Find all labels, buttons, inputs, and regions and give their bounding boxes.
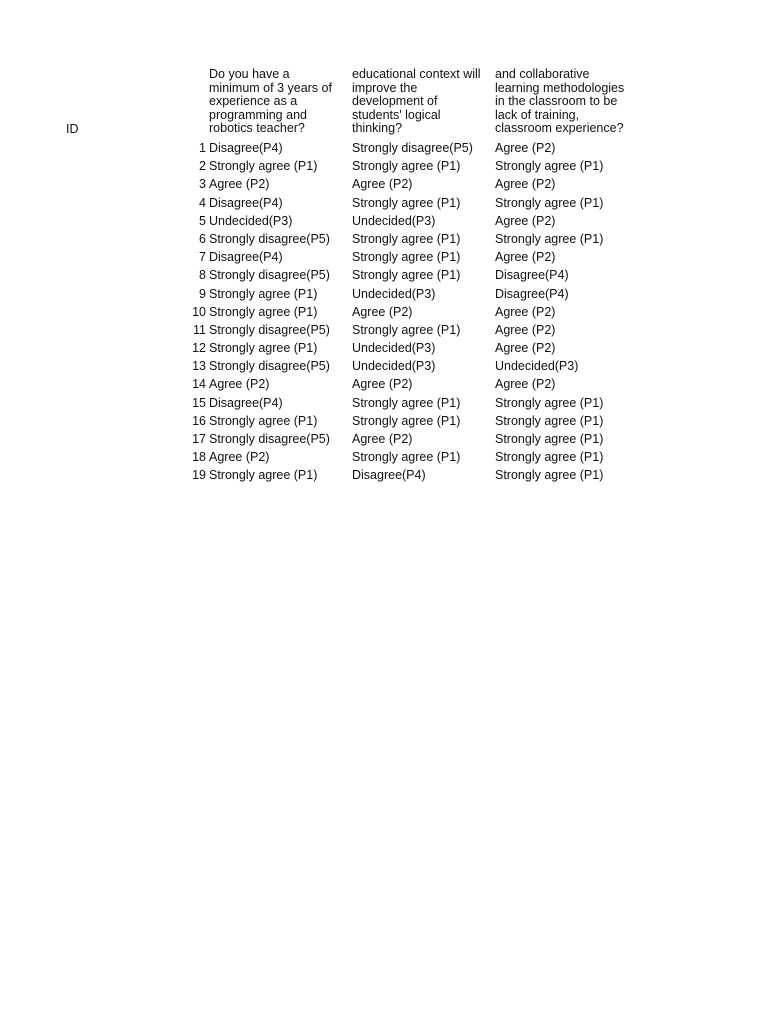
collaborative-answer-cell: Agree (P2) bbox=[495, 304, 556, 319]
logical-thinking-answer-cell: Strongly agree (P1) bbox=[352, 195, 461, 210]
collaborative-answer-cell: Strongly agree (P1) bbox=[495, 432, 604, 446]
experience-answer-cell: Strongly disagree(P5) bbox=[209, 359, 330, 374]
experience-answer-cell: Agree (P2) bbox=[209, 177, 270, 192]
experience-answer-cell: Disagree(P4) bbox=[209, 141, 283, 155]
experience-answer-cell: Strongly agree (P1) bbox=[209, 304, 318, 319]
experience-answer-cell: Strongly agree (P1) bbox=[209, 286, 318, 301]
table-row bbox=[0, 266, 768, 284]
logical-thinking-answer-cell: Strongly agree (P1) bbox=[352, 413, 461, 428]
logical-thinking-answer-cell: Undecided(P3) bbox=[352, 341, 436, 356]
header-line: learning methodologies bbox=[495, 80, 625, 95]
logical-thinking-answer-cell: Strongly agree (P1) bbox=[352, 250, 461, 265]
header-line: students' logical bbox=[352, 107, 441, 122]
row-id-cell: 13 bbox=[192, 359, 206, 374]
table-row bbox=[0, 194, 768, 212]
row-id-cell: 10 bbox=[192, 304, 206, 319]
experience-answer-cell: Strongly agree (P1) bbox=[209, 341, 318, 356]
row-id-cell: 19 bbox=[192, 468, 206, 483]
logical-thinking-answer-cell: Strongly agree (P1) bbox=[352, 450, 461, 465]
header-line: experience as a bbox=[209, 94, 298, 109]
experience-answer-cell: Disagree(P4) bbox=[209, 250, 283, 265]
header-line: robotics teacher? bbox=[209, 121, 305, 136]
row-id-cell: 6 bbox=[199, 231, 206, 246]
collaborative-answer-cell: Agree (P2) bbox=[495, 341, 556, 356]
collaborative-answer-cell: Agree (P2) bbox=[495, 377, 556, 392]
table-row bbox=[0, 248, 768, 266]
header-lines bbox=[209, 68, 349, 136]
header-line: improve the bbox=[352, 80, 418, 95]
logical-thinking-answer-cell: Agree (P2) bbox=[352, 304, 413, 319]
row-id-cell: 2 bbox=[199, 159, 206, 174]
logical-thinking-answer-cell: Disagree(P4) bbox=[352, 468, 426, 483]
table-row bbox=[0, 357, 768, 375]
response-table-body bbox=[0, 139, 768, 485]
header-line: in the classroom to be bbox=[495, 94, 618, 109]
header-line: thinking? bbox=[352, 121, 403, 136]
collaborative-answer-cell: Disagree(P4) bbox=[495, 268, 569, 283]
experience-answer-cell: Undecided(P3) bbox=[209, 213, 293, 228]
header-line: development of bbox=[352, 94, 438, 109]
table-row bbox=[0, 339, 768, 357]
logical-thinking-answer-cell: Strongly agree (P1) bbox=[352, 231, 461, 246]
logical-thinking-answer-cell: Strongly disagree(P5) bbox=[352, 141, 473, 155]
table-row bbox=[0, 303, 768, 321]
table-row bbox=[0, 321, 768, 339]
experience-answer-cell: Disagree(P4) bbox=[209, 395, 283, 410]
table-row bbox=[0, 430, 768, 448]
table-row bbox=[0, 157, 768, 175]
header-line: educational context will bbox=[352, 67, 481, 82]
collaborative-answer-cell: Strongly agree (P1) bbox=[495, 468, 604, 483]
table-row bbox=[0, 466, 768, 484]
table-row bbox=[0, 212, 768, 230]
header-line: and collaborative bbox=[495, 67, 590, 82]
collaborative-answer-cell: Strongly agree (P1) bbox=[495, 395, 604, 410]
experience-answer-cell: Agree (P2) bbox=[209, 377, 270, 392]
header-line: programming and bbox=[209, 107, 307, 122]
collaborative-answer-cell: Strongly agree (P1) bbox=[495, 450, 604, 465]
table-row bbox=[0, 448, 768, 466]
collaborative-answer-cell: Disagree(P4) bbox=[495, 286, 569, 301]
experience-answer-cell: Strongly agree (P1) bbox=[209, 413, 318, 428]
row-id-cell: 17 bbox=[192, 432, 206, 446]
table-row bbox=[0, 139, 768, 157]
id-column-header: ID bbox=[66, 122, 79, 136]
header-line: classroom experience? bbox=[495, 121, 624, 136]
row-id-cell: 18 bbox=[192, 450, 206, 465]
experience-answer-cell: Strongly disagree(P5) bbox=[209, 322, 330, 337]
row-id-cell: 16 bbox=[192, 413, 206, 428]
logical-thinking-answer-cell: Undecided(P3) bbox=[352, 286, 436, 301]
row-id-cell: 3 bbox=[199, 177, 206, 192]
row-id-cell: 7 bbox=[199, 250, 206, 265]
question-header-collaborative-learning bbox=[495, 60, 645, 136]
table-row bbox=[0, 175, 768, 193]
logical-thinking-answer-cell: Strongly agree (P1) bbox=[352, 322, 461, 337]
row-id-cell: 15 bbox=[192, 395, 206, 410]
header-line: lack of training, bbox=[495, 107, 580, 122]
header-lines bbox=[495, 68, 645, 136]
collaborative-answer-cell: Strongly agree (P1) bbox=[495, 195, 604, 210]
experience-answer-cell: Strongly agree (P1) bbox=[209, 159, 318, 174]
experience-answer-cell: Strongly disagree(P5) bbox=[209, 231, 330, 246]
collaborative-answer-cell: Strongly agree (P1) bbox=[495, 159, 604, 174]
logical-thinking-answer-cell: Strongly agree (P1) bbox=[352, 268, 461, 283]
experience-answer-cell: Disagree(P4) bbox=[209, 195, 283, 210]
row-id-cell: 4 bbox=[199, 195, 206, 210]
row-id-cell: 1 bbox=[199, 141, 206, 155]
header-line: Do you have a bbox=[209, 67, 290, 82]
logical-thinking-answer-cell: Agree (P2) bbox=[352, 432, 413, 446]
header-lines bbox=[352, 68, 493, 136]
row-id-cell: 11 bbox=[193, 322, 206, 337]
logical-thinking-answer-cell: Agree (P2) bbox=[352, 177, 413, 192]
logical-thinking-answer-cell: Agree (P2) bbox=[352, 377, 413, 392]
collaborative-answer-cell: Undecided(P3) bbox=[495, 359, 579, 374]
table-row bbox=[0, 394, 768, 412]
question-header-logical-thinking bbox=[352, 60, 493, 136]
row-id-cell: 5 bbox=[199, 213, 206, 228]
row-id-cell: 12 bbox=[192, 341, 206, 356]
collaborative-answer-cell: Agree (P2) bbox=[495, 322, 556, 337]
row-id-cell: 8 bbox=[199, 268, 206, 283]
logical-thinking-answer-cell: Undecided(P3) bbox=[352, 359, 436, 374]
collaborative-answer-cell: Strongly agree (P1) bbox=[495, 231, 604, 246]
experience-answer-cell: Strongly disagree(P5) bbox=[209, 268, 330, 283]
logical-thinking-answer-cell: Strongly agree (P1) bbox=[352, 159, 461, 174]
row-id-cell: 9 bbox=[199, 286, 206, 301]
row-id-cell: 14 bbox=[192, 377, 206, 392]
logical-thinking-answer-cell: Undecided(P3) bbox=[352, 213, 436, 228]
question-header-teaching-experience bbox=[209, 60, 349, 136]
table-row bbox=[0, 412, 768, 430]
header-line: minimum of 3 years of bbox=[209, 80, 332, 95]
collaborative-answer-cell: Agree (P2) bbox=[495, 141, 556, 155]
table-row bbox=[0, 375, 768, 393]
collaborative-answer-cell: Agree (P2) bbox=[495, 213, 556, 228]
experience-answer-cell: Strongly disagree(P5) bbox=[209, 432, 330, 446]
table-row bbox=[0, 230, 768, 248]
experience-answer-cell: Agree (P2) bbox=[209, 450, 270, 465]
collaborative-answer-cell: Agree (P2) bbox=[495, 177, 556, 192]
collaborative-answer-cell: Agree (P2) bbox=[495, 250, 556, 265]
collaborative-answer-cell: Strongly agree (P1) bbox=[495, 413, 604, 428]
logical-thinking-answer-cell: Strongly agree (P1) bbox=[352, 395, 461, 410]
table-row bbox=[0, 285, 768, 303]
experience-answer-cell: Strongly agree (P1) bbox=[209, 468, 318, 483]
